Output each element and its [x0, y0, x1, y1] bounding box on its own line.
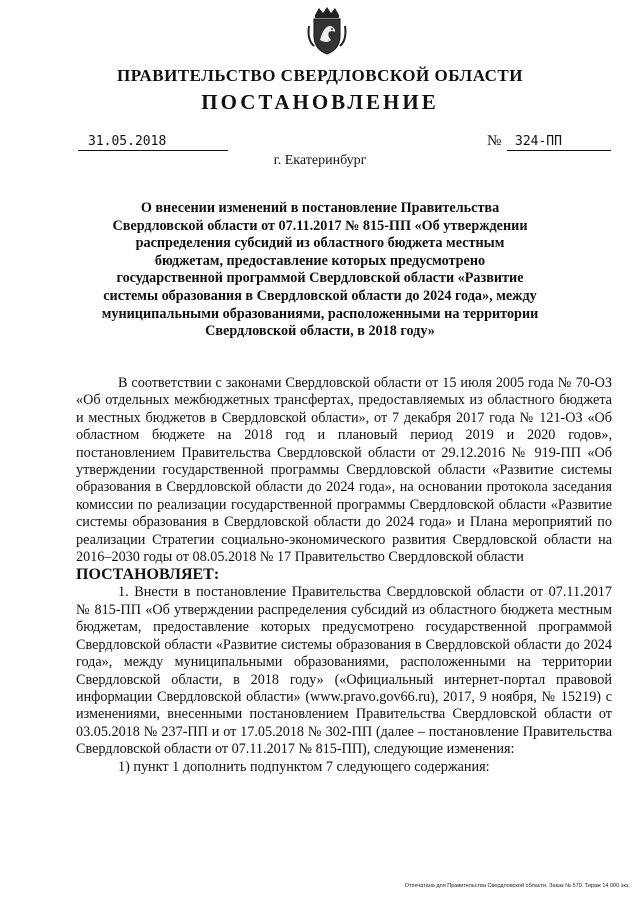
print-footer-note: Отпечатано для Правительства Свердловской области. Заказ № 570. Тираж 14 000 экз.	[404, 883, 630, 889]
number-sign: №	[487, 133, 502, 149]
document-type-title: ПОСТАНОВЛЕНИЕ	[201, 90, 439, 114]
document-number: 324-ПП	[507, 134, 611, 151]
document-date: 31.05.2018	[78, 134, 228, 151]
item-1-paragraph: 1. Внести в постановление Правительства Свердловской области от 07.11.2017 № 815-ПП «Об утверждении распределения субсидий из областного бюджета местным бюджетам, предоставление которых предусмотрено государственной программой Свердловской области «Развитие системы образования в Свердловской области до 2024 года», между муниципальными образованиями, расположенными на территории Свердловской области, в 2018 году» («Официальный интернет-портал правовой информации Свердловской области» (www.pravo.gov66.ru), 2017, 9 ноября, № 15219) с изменениями, внесенными постановлением Правительства Свердловской области от 03.05.2018 № 237-ПП и от 17.05.2018 № 302-ПП (далее – постановление Правительства Свердловской области от 07.11.2017 № 815-ПП), следующие изменения:	[76, 584, 612, 758]
city-name: г. Екатеринбург	[273, 153, 367, 168]
subitem-1-paragraph: 1) пункт 1 дополнить подпунктом 7 следующего содержания:	[118, 758, 490, 775]
coat-of-arms-emblem	[305, 6, 349, 56]
resolves-heading: ПОСТАНОВЛЯЕТ:	[76, 566, 220, 584]
preamble-paragraph: В соответствии с законами Свердловской области от 15 июля 2005 года № 70-ОЗ «Об отдельных межбюджетных трансфертах, предоставляемых из областного бюджета и местных бюджетов в Свердловской области», от 7 декабря 2017 года № 121-ОЗ «Об областном бюджете на 2018 год и плановый период 2019 и 2020 годов», постановлением Правительства Свердловской области от 29.12.2016 № 919-ПП «Об утверждении государственной программы Свердловской области «Развитие системы образования в Свердловской области до 2024 года», на основании протокола заседания комиссии по реализации государственной программы Свердловской области «Развитие системы образования в Свердловской области до 2024 года» и Плана мероприятий по реализации Стратегии социально-экономического развития Свердловской области на 2016–2030 годы от 08.05.2018 № 17 Правительство Свердловской области	[76, 375, 612, 566]
document-body	[76, 375, 612, 776]
government-title: ПРАВИТЕЛЬСТВО СВЕРДЛОВСКОЙ ОБЛАСТИ	[117, 66, 523, 85]
document-subject: О внесении изменений в постановление Правительства Свердловской области от 07.11.2017 № 815-ПП «Об утверждении распределения субсидий из областного бюджета местным бюджетам, предоставление которых предусмотрено государственной программой Свердловской области «Развитие системы образования в Свердловской области до 2024 года», между муниципальными образованиями, расположенными на территории Свердловской области, в 2018 году»	[101, 200, 539, 340]
